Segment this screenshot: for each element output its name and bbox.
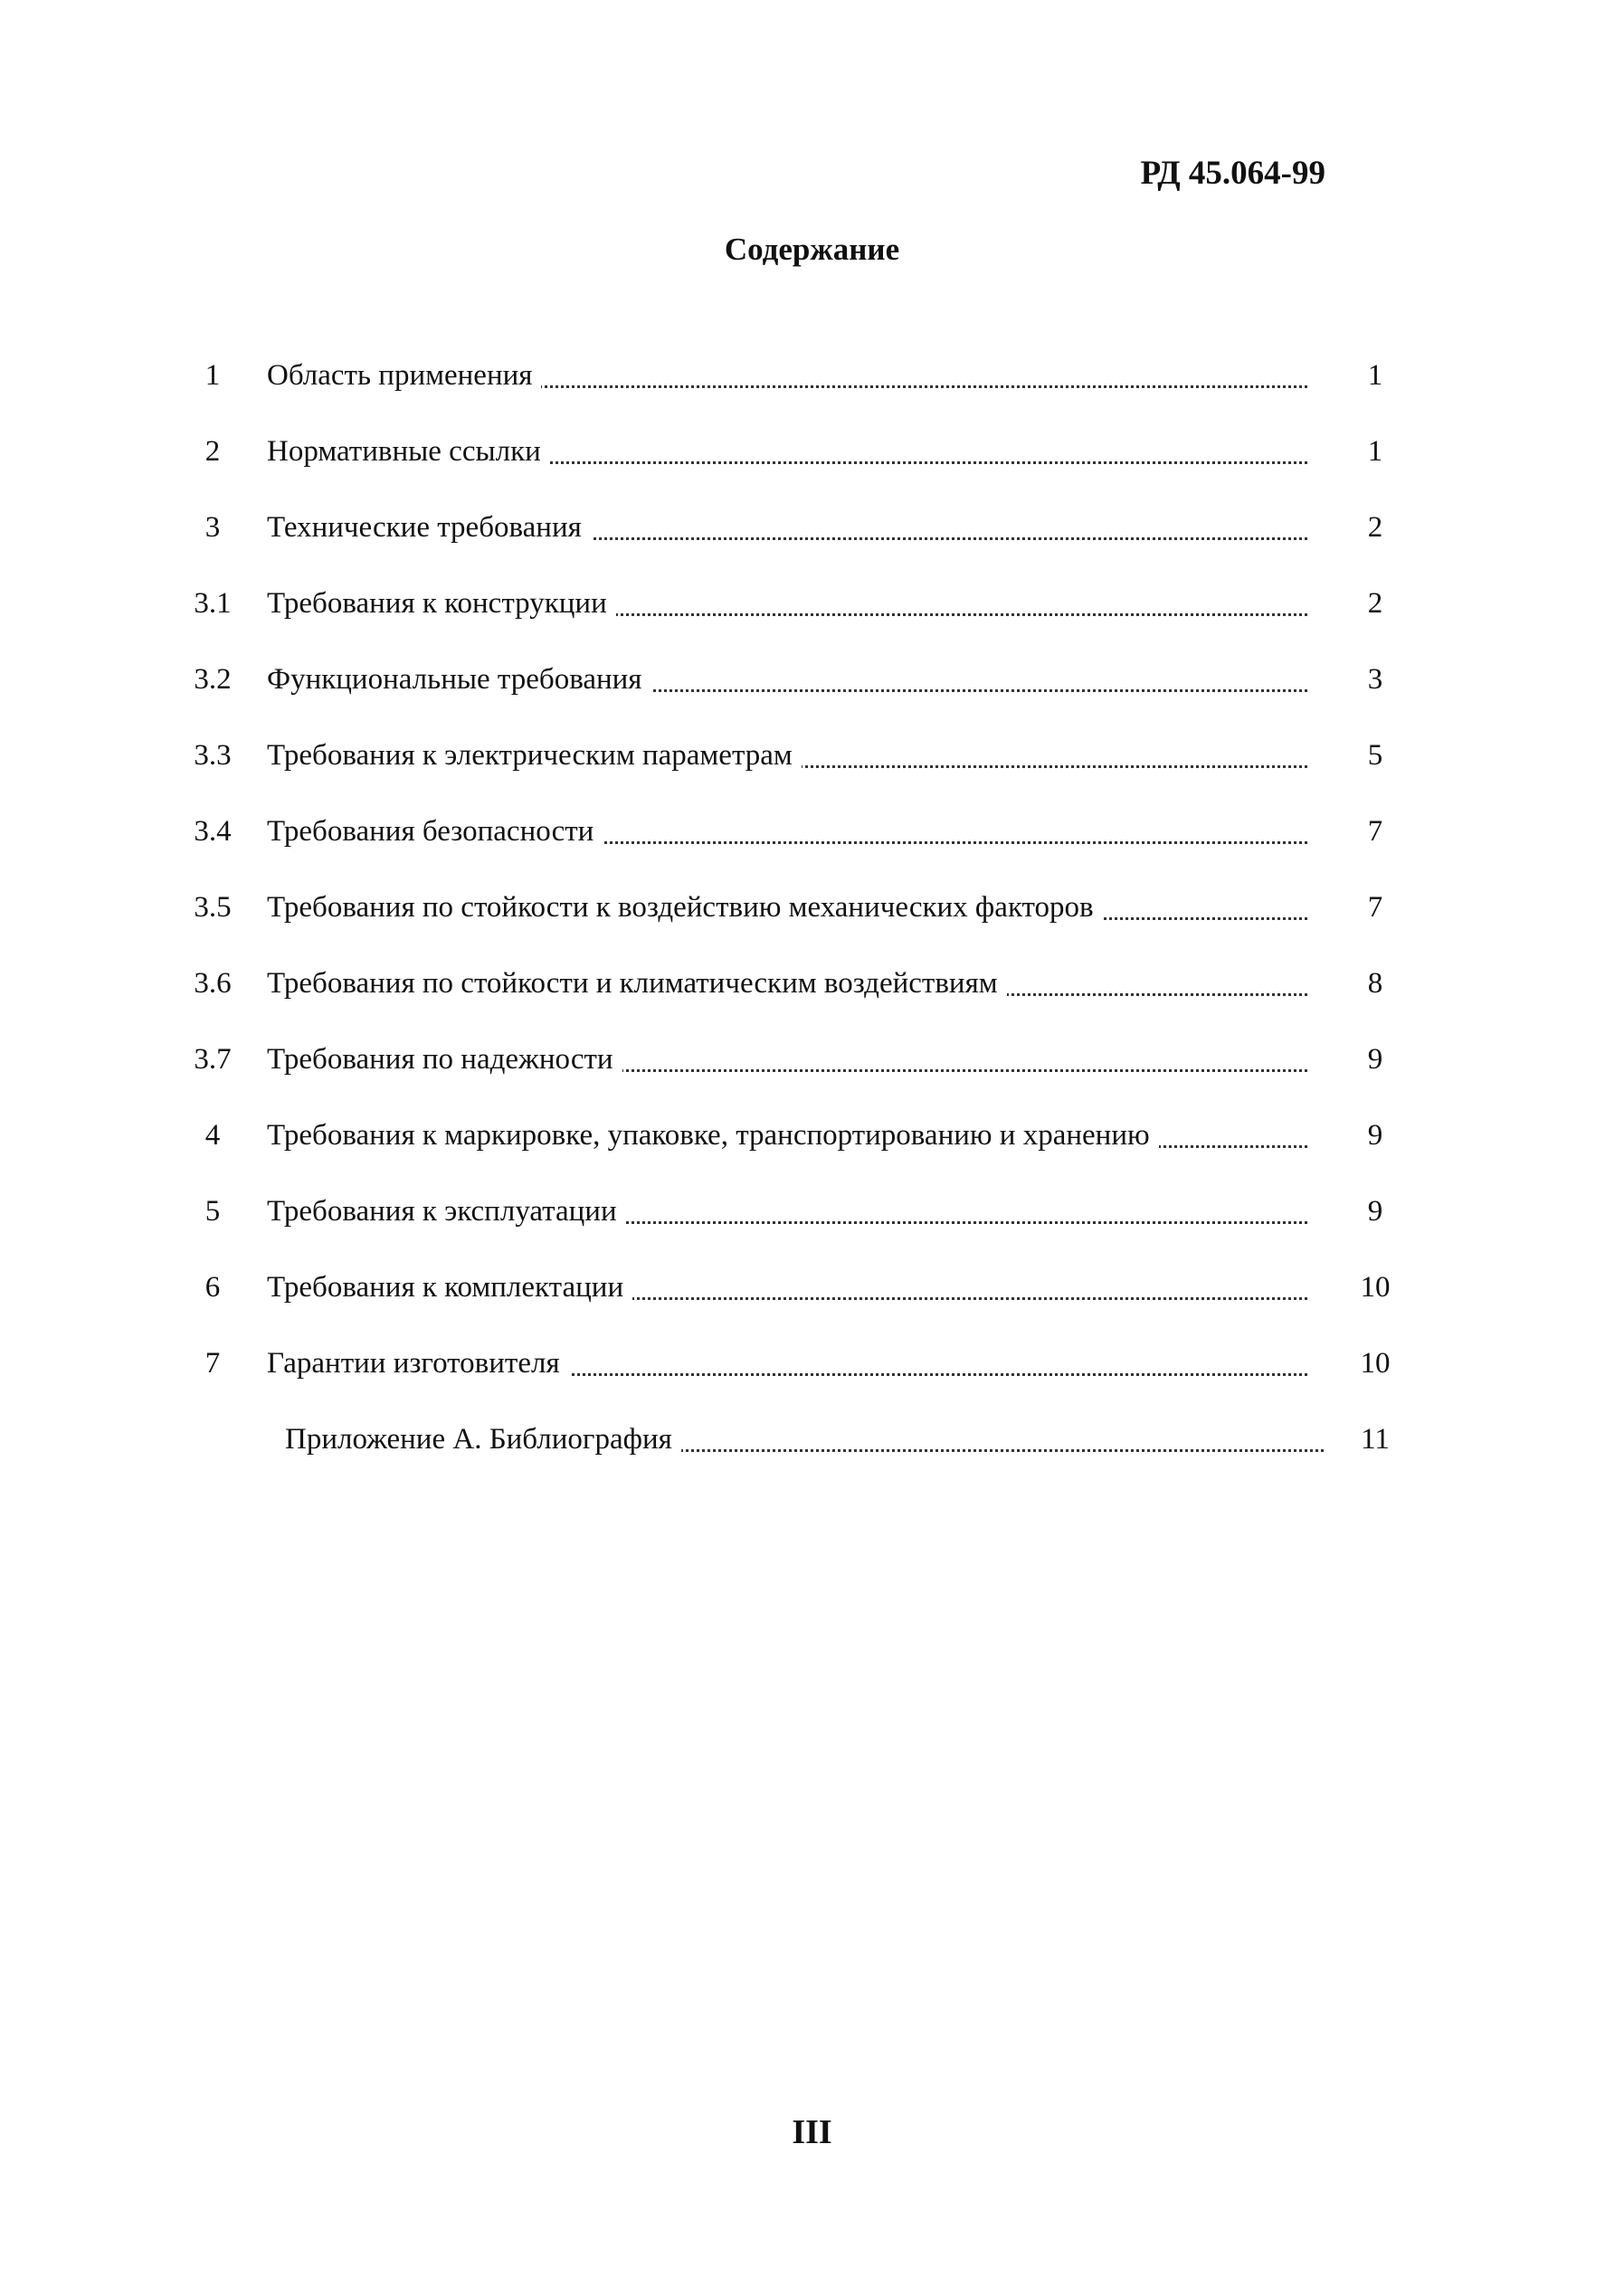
toc-section-title: Требования к электрическим параметрам <box>267 739 802 772</box>
toc-row[interactable] <box>181 1041 1429 1117</box>
toc-section-number: 3.6 <box>194 967 232 1000</box>
toc-section-number: 3.4 <box>194 815 232 848</box>
toc-entry <box>267 813 1307 849</box>
toc-row[interactable] <box>181 813 1429 889</box>
toc-page-number: 2 <box>1367 587 1383 620</box>
toc-entry <box>285 1421 1324 1457</box>
toc-row[interactable] <box>181 433 1429 509</box>
toc-page-number: 5 <box>1367 739 1383 772</box>
toc-page-number: 11 <box>1361 1423 1390 1456</box>
toc-page-number: 1 <box>1367 435 1383 468</box>
toc-row[interactable] <box>181 585 1429 661</box>
toc-entry <box>267 1193 1307 1229</box>
toc-row[interactable] <box>181 889 1429 965</box>
toc-entry <box>267 1269 1307 1305</box>
toc-section-title: Гарантии изготовителя <box>267 1347 569 1380</box>
toc-entry <box>267 509 1307 546</box>
toc-section-number: 2 <box>204 435 221 468</box>
toc-entry <box>267 661 1307 697</box>
toc-row[interactable] <box>181 1269 1429 1345</box>
toc-section-number: 7 <box>204 1347 221 1380</box>
toc-section-title: Требования по стойкости и климатическим воздействиям <box>267 967 1007 1000</box>
toc-section-number: 3.1 <box>194 587 232 620</box>
toc-row[interactable] <box>181 357 1429 433</box>
toc-page-number: 8 <box>1367 967 1383 1000</box>
toc-page-number: 10 <box>1360 1347 1391 1380</box>
toc-section-number: 3.2 <box>194 663 232 696</box>
table-of-contents <box>181 357 1429 1497</box>
document-code: РД 45.064-99 <box>1140 155 1325 192</box>
toc-row[interactable] <box>181 661 1429 737</box>
toc-row[interactable] <box>181 965 1429 1041</box>
toc-entry <box>267 889 1307 925</box>
toc-entry <box>267 1117 1307 1153</box>
toc-section-title: Приложение А. Библиография <box>285 1423 681 1456</box>
toc-section-title: Требования по стойкости к воздействию механических факторов <box>267 891 1103 924</box>
toc-row[interactable] <box>181 1193 1429 1269</box>
toc-entry <box>267 1041 1307 1077</box>
toc-section-title: Функциональные требования <box>267 663 651 696</box>
toc-page-number: 10 <box>1360 1271 1391 1304</box>
page-number: III <box>792 2113 832 2151</box>
toc-section-title: Требования к комплектации <box>267 1271 632 1304</box>
toc-page-number: 7 <box>1367 815 1383 848</box>
toc-row[interactable] <box>181 509 1429 585</box>
toc-section-title: Требования к конструкции <box>267 587 616 620</box>
toc-section-number: 3.3 <box>194 739 232 772</box>
toc-entry <box>267 1345 1307 1381</box>
toc-row[interactable] <box>181 1117 1429 1193</box>
toc-section-number: 3 <box>204 511 221 544</box>
toc-section-title: Область применения <box>267 359 541 392</box>
toc-section-title: Технические требования <box>267 511 591 544</box>
toc-row[interactable] <box>181 1345 1429 1421</box>
toc-page-number: 3 <box>1367 663 1383 696</box>
toc-page-number: 9 <box>1367 1195 1383 1228</box>
toc-section-title: Требования по надежности <box>267 1043 622 1076</box>
toc-page-number: 1 <box>1367 359 1383 392</box>
toc-section-title: Требования к маркировке, упаковке, транспортированию и хранению <box>267 1119 1159 1152</box>
toc-section-number: 6 <box>204 1271 221 1304</box>
toc-section-number: 3.7 <box>194 1043 232 1076</box>
toc-section-title: Нормативные ссылки <box>267 435 550 468</box>
toc-entry <box>267 585 1307 621</box>
toc-title: Содержание <box>724 232 900 267</box>
toc-page-number: 2 <box>1367 511 1383 544</box>
toc-section-number: 4 <box>204 1119 221 1152</box>
toc-section-number: 1 <box>204 359 221 392</box>
toc-page-number: 9 <box>1367 1119 1383 1152</box>
toc-row[interactable] <box>181 737 1429 813</box>
toc-entry <box>267 433 1307 470</box>
toc-section-title: Требования к эксплуатации <box>267 1195 626 1228</box>
toc-section-number: 5 <box>204 1195 221 1228</box>
toc-entry <box>267 965 1307 1001</box>
toc-row[interactable] <box>181 1421 1429 1497</box>
toc-section-number: 3.5 <box>194 891 232 924</box>
toc-section-title: Требования безопасности <box>267 815 603 848</box>
toc-entry <box>267 737 1307 773</box>
toc-page-number: 7 <box>1367 891 1383 924</box>
toc-page-number: 9 <box>1367 1043 1383 1076</box>
toc-entry <box>267 357 1307 394</box>
